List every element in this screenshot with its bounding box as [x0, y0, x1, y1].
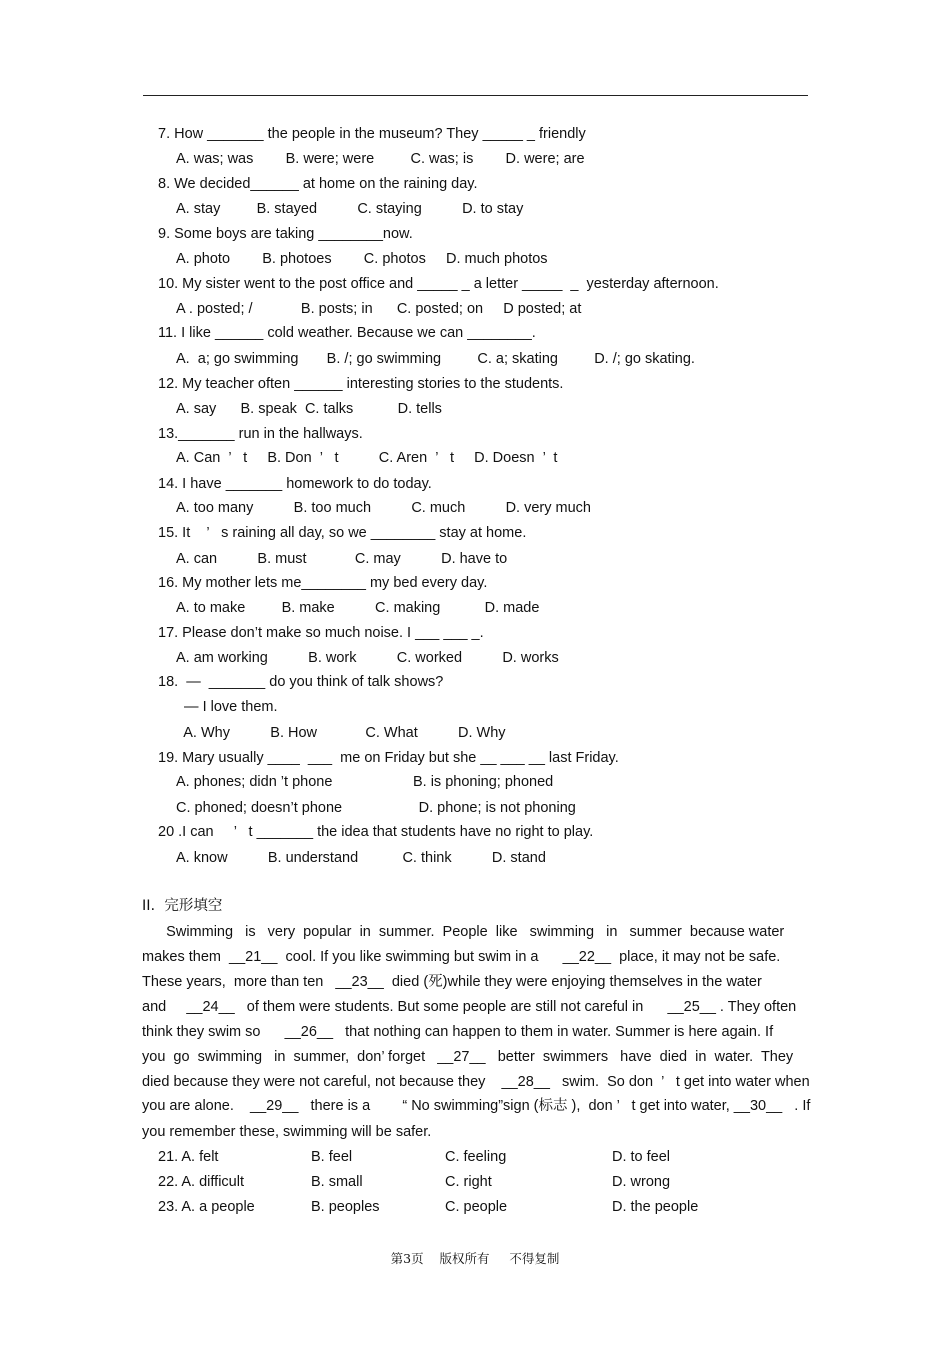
- passage-line-1: Swimming is very popular in summer. People like swimming in summer because water: [142, 924, 785, 940]
- question-19: 19. Mary usually ____ ___ me on Friday but she __ ___ __ last Friday.: [158, 750, 619, 766]
- passage-line-9: you remember these, swimming will be safer.: [142, 1124, 432, 1140]
- choice-21-c: C. feeling: [445, 1149, 507, 1165]
- choice-21-b: B. feel: [311, 1149, 353, 1165]
- passage-line-5: think they swim so __26__ that nothing can happen to them in water. Summer is here again. If: [142, 1024, 774, 1040]
- passage-line-6: you go swimming in summer, don’ forget __27__ better swimmers have died in water. They: [142, 1049, 794, 1065]
- passage-line-8: you are alone. __29__ there is a “ No swimming”sign (标志 ), don ’ t get into water, __30__ . If: [142, 1098, 811, 1114]
- choice-23-b: B. peoples: [311, 1199, 380, 1215]
- question-16: 16. My mother lets me________ my bed every day.: [158, 575, 488, 591]
- choice-22-d: D. wrong: [612, 1174, 671, 1190]
- options-17: A. am working B. work C. worked D. works: [176, 650, 559, 666]
- page-footer: 第3页 版权所有 不得复制: [390, 1251, 560, 1266]
- question-12: 12. My teacher often ______ interesting stories to the students.: [158, 376, 564, 392]
- header-rule: [143, 95, 808, 96]
- question-14: 14. I have _______ homework to do today.: [158, 476, 432, 492]
- options-15: A. can B. must C. may D. have to: [176, 551, 508, 567]
- options-12: A. say B. speak C. talks D. tells: [176, 401, 442, 417]
- question-15: 15. It ’ s raining all day, so we ________ stay at home.: [158, 525, 527, 541]
- choice-21-d: D. to feel: [612, 1149, 671, 1165]
- choice-22-c: C. right: [445, 1174, 492, 1190]
- question-10: 10. My sister went to the post office and _____ _ a letter _____ _ yesterday afternoon.: [158, 276, 719, 292]
- question-9: 9. Some boys are taking ________now.: [158, 226, 413, 242]
- options-19-cd: C. phoned; doesn’t phone D. phone; is not phoning: [176, 800, 576, 816]
- passage-line-3: These years, more than ten __23__ died (死)while they were enjoying themselves in the water: [142, 974, 762, 990]
- options-13: A. Can ’ t B. Don ’ t C. Aren ’ t D. Doesn ’ t: [176, 450, 558, 466]
- options-18: A. Why B. How C. What D. Why: [176, 725, 506, 741]
- options-8: A. stay B. stayed C. staying D. to stay: [176, 201, 524, 217]
- question-8: 8. We decided______ at home on the raining day.: [158, 176, 478, 192]
- section-title: II. 完形填空: [142, 898, 223, 914]
- answer-18: — I love them.: [176, 699, 278, 715]
- question-7: 7. How _______ the people in the museum? They _____ _ friendly: [158, 126, 586, 142]
- passage-line-2: makes them __21__ cool. If you like swimming but swim in a __22__ place, it may not be safe.: [142, 949, 781, 965]
- options-11: A. a; go swimming B. /; go swimming C. a; skating D. /; go skating.: [176, 351, 695, 367]
- question-18: 18. — _______ do you think of talk shows?: [158, 674, 444, 690]
- choice-21-a: 21. A. felt: [158, 1149, 219, 1165]
- choice-23-d: D. the people: [612, 1199, 699, 1215]
- choice-22-a: 22. A. difficult: [158, 1174, 244, 1190]
- question-17: 17. Please don’t make so much noise. I ___ ___ _.: [158, 625, 484, 641]
- options-20: A. know B. understand C. think D. stand: [176, 850, 546, 866]
- options-10: A . posted; / B. posts; in C. posted; on D posted; at: [176, 301, 582, 317]
- passage-line-7: died because they were not careful, not because they __28__ swim. So don ’ t get into water when: [142, 1074, 810, 1090]
- options-14: A. too many B. too much C. much D. very much: [176, 500, 591, 516]
- question-11: 11. I like ______ cold weather. Because we can ________.: [158, 325, 536, 341]
- passage-line-4: and __24__ of them were students. But some people are still not careful in __25__ . They often: [142, 999, 797, 1015]
- question-20: 20 .I can ’ t _______ the idea that students have no right to play.: [158, 824, 594, 840]
- options-9: A. photo B. photoes C. photos D. much photos: [176, 251, 548, 267]
- choice-22-b: B. small: [311, 1174, 363, 1190]
- options-16: A. to make B. make C. making D. made: [176, 600, 540, 616]
- options-19-ab: A. phones; didn ’t phone B. is phoning; phoned: [176, 774, 554, 790]
- question-13: 13._______ run in the hallways.: [158, 426, 363, 442]
- choice-23-a: 23. A. a people: [158, 1199, 255, 1215]
- choice-23-c: C. people: [445, 1199, 508, 1215]
- options-7: A. was; was B. were; were C. was; is D. were; are: [176, 151, 585, 167]
